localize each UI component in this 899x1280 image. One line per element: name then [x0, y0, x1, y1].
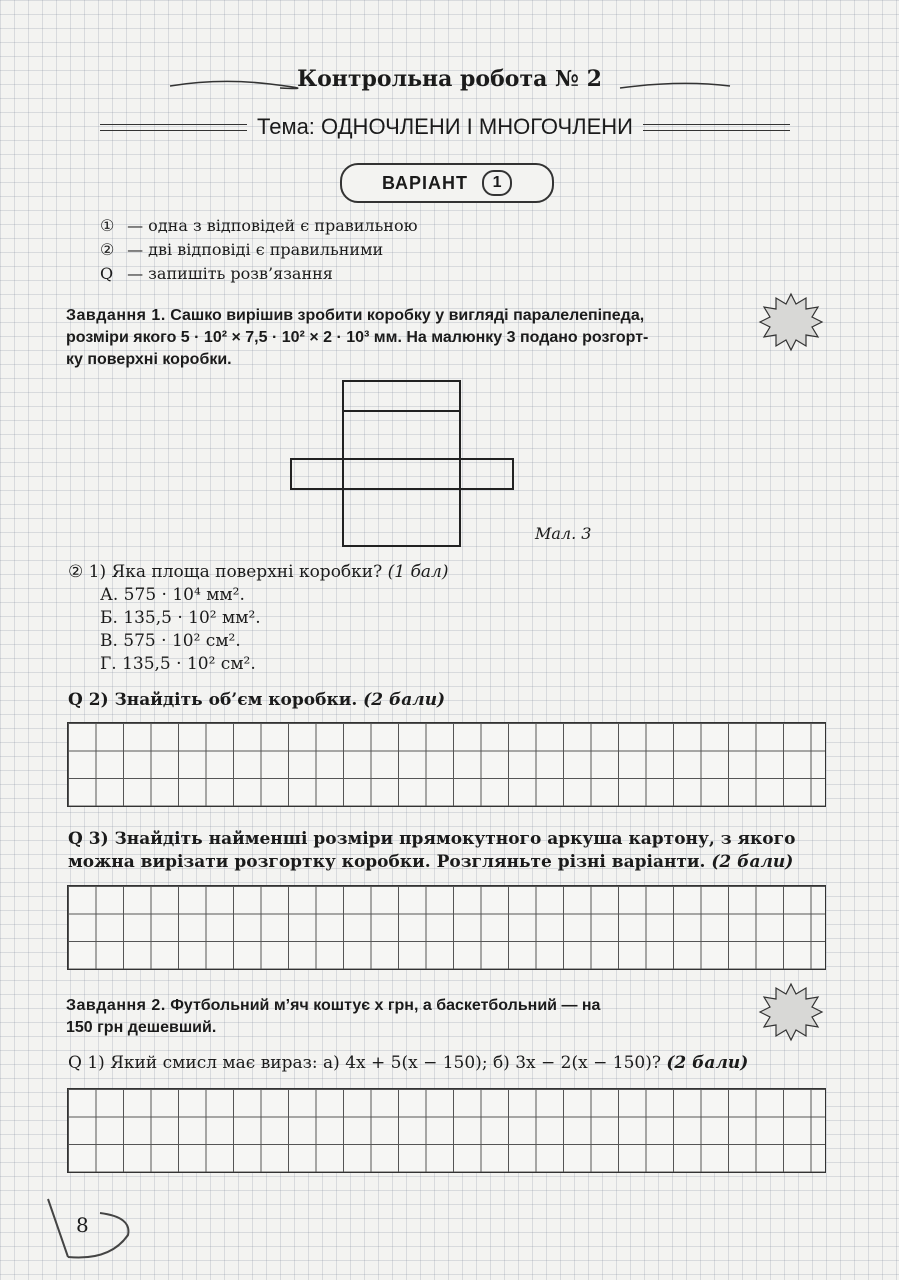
solution-icon: Q [68, 829, 83, 849]
answer-option-a[interactable]: А. 575 · 10⁴ мм². [100, 585, 245, 605]
solution-icon: Q [68, 1053, 82, 1073]
topic-rule-right [643, 124, 790, 131]
answer-option-c[interactable]: В. 575 · 10² см². [100, 631, 241, 651]
task1-line3: ку поверхні коробки. [66, 351, 232, 368]
task2-line2: 150 грн дешевший. [66, 1019, 217, 1036]
answer-grid-q2[interactable] [67, 722, 826, 807]
topic-heading [100, 114, 790, 140]
page-number-ornament [40, 1195, 140, 1265]
answer-grid-task2[interactable] [67, 1088, 826, 1173]
legend-text: — одна з відповідей є правильною [127, 216, 418, 235]
answer-grid-q3[interactable] [67, 885, 826, 970]
circled-two-icon: ② [100, 240, 115, 259]
solution-icon: Q [100, 264, 114, 283]
task2-line1: Футбольний м’яч коштує x грн, а баскетбольний — на [165, 997, 601, 1014]
question-points: (1 бал) [387, 562, 449, 582]
box-net-figure [290, 380, 515, 550]
question-text: 1) Яка площа поверхні коробки? [88, 562, 383, 582]
legend-item-one-answer [100, 216, 418, 235]
variant-label: ВАРІАНТ [381, 172, 469, 193]
answer-option-b[interactable]: Б. 135,5 · 10² мм². [100, 608, 261, 628]
question-points: (2 бали) [666, 1053, 749, 1073]
task1-line2: розміри якого 5 · 10² × 7,5 · 10² × 2 · 10³ мм. На малюнку 3 подано розгорт- [66, 329, 649, 346]
legend-text: — запишіть розв’язання [127, 264, 333, 283]
task1-statement [66, 305, 756, 371]
question-points: (2 бали) [363, 690, 446, 710]
legend-item-solution [100, 264, 333, 283]
page-number: 8 [76, 1213, 89, 1237]
question-text: 1) Який смисл має вираз: а) 4x + 5(x − 150); б) 3x − 2(x − 150)? [87, 1053, 661, 1073]
topic-rule-left [100, 124, 247, 131]
starburst-icon [758, 292, 824, 352]
variant-number: 1 [482, 170, 512, 196]
topic-title: Тема: ОДНОЧЛЕНИ І МНОГОЧЛЕНИ [257, 114, 633, 139]
figure-caption: Мал. 3 [535, 524, 592, 543]
starburst-icon [758, 982, 824, 1042]
page-title: Контрольна робота № 2 [297, 66, 602, 92]
legend-item-two-answers [100, 240, 383, 259]
question-points: (2 бали) [711, 852, 794, 872]
answer-option-d[interactable]: Г. 135,5 · 10² см². [100, 654, 256, 674]
task1-line1: Сашко вирішив зробити коробку у вигляді паралелепіпеда, [165, 307, 645, 324]
solution-icon: Q [68, 690, 83, 710]
question-text: можна вирізати розгортку коробки. Розгляньте різні варіанти. [68, 852, 706, 872]
task2-question1 [68, 1053, 828, 1073]
task1-question3 [68, 828, 828, 874]
task2-keyword: Завдання 2. [66, 997, 166, 1014]
task1-question1 [68, 562, 448, 582]
legend-text: — дві відповіді є правильними [127, 240, 384, 259]
task1-keyword: Завдання 1. [66, 307, 166, 324]
variant-badge [340, 163, 554, 203]
task2-statement [66, 995, 756, 1039]
circled-one-icon: ① [100, 216, 115, 235]
question-text: 3) Знайдіть найменші розміри прямокутного аркуша картону, з якого [88, 829, 796, 849]
question-text: 2) Знайдіть об’єм коробки. [88, 690, 358, 710]
circled-two-icon: ② [68, 562, 84, 582]
task1-question2 [68, 690, 445, 710]
